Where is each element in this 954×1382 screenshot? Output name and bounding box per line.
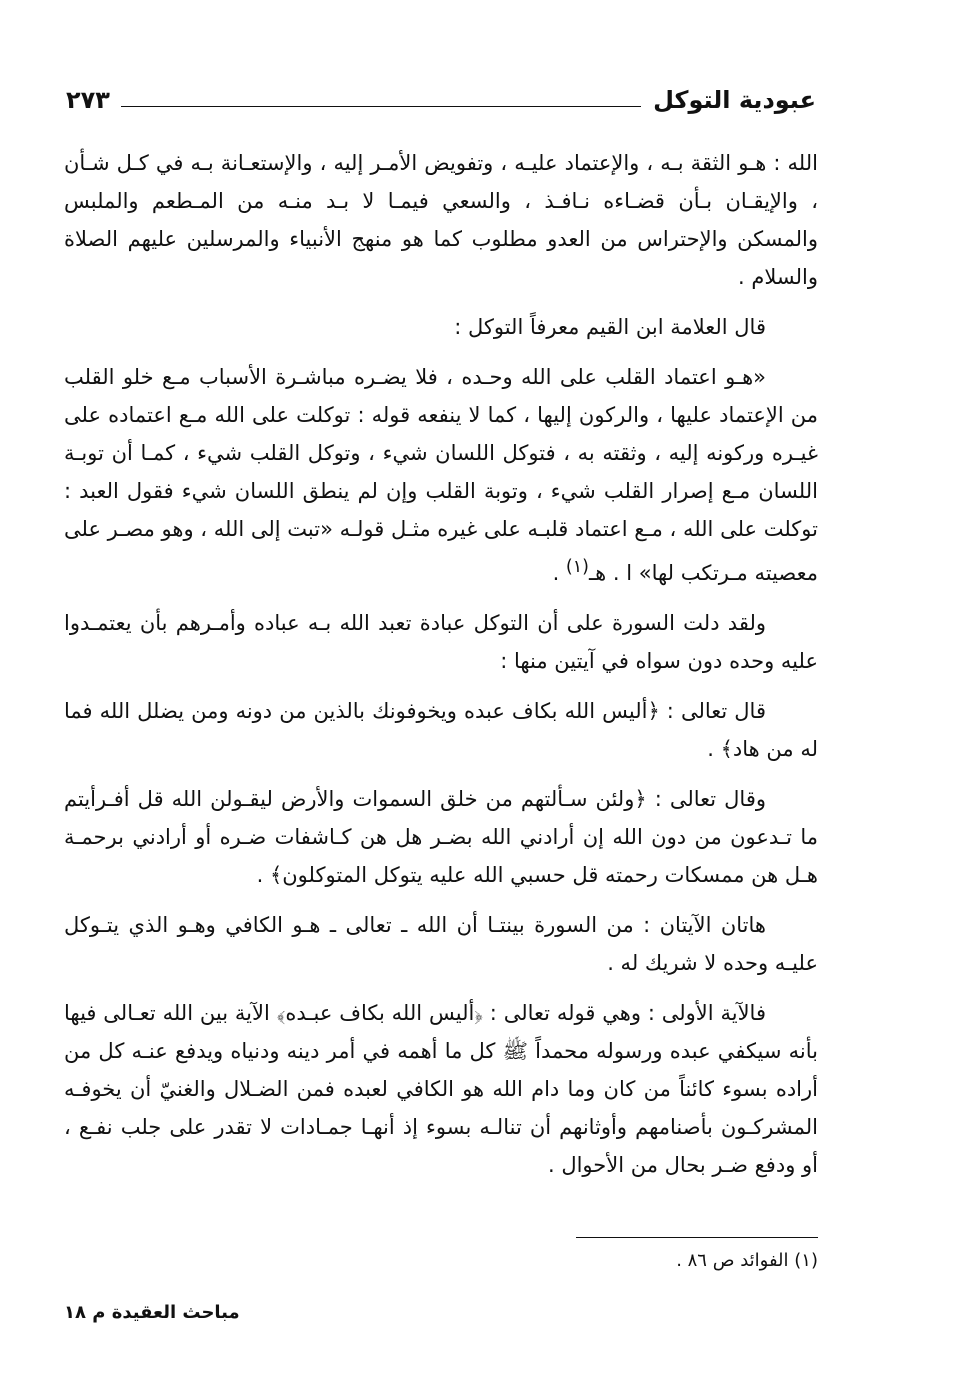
paragraph-2: قال العلامة ابن القيم معرفاً التوكل : [454,315,766,339]
paragraph-6: وقال تعالى : ﴿ولئن سـألتهم من خلق السموات والأرض ليقـولن الله قل أفـرأيتم ما تـدعون من دون الله إن أرادني الله بضـر هل هن كـاشفات ضـره أو أرادني برحمـة هـل هن ممسكات رحمته قل حسبي الله عليه يتوكل المتوكلون﴾ . [64,787,818,887]
quote-end-dot: . [552,561,566,585]
page-body [64,144,818,1196]
paragraph-4: ولقد دلت السورة على أن التوكل عبادة تعبد الله بـه عباده وأمـرهم بأن يعتمـدوا عليه وحده دون سواه في آيتين منها : [64,611,818,673]
signature-line: مباحث العقيدة م ١٨ [64,1302,240,1323]
paragraph-1: الله : هـو الثقة بـه ، والإعتماد عليـه ، وتفويض الأمـر إليه ، والإستعـانة بـه في كـل شـأن ، والإيقـان بـأن قضـاءه نـافـذ ، والسعي فيمـا لا بـد منـه من المـطعم والملبس والمسكن والإحتراس من العدو مطلوب كما هو منهج الأنبياء والمرسلين عليهم الصلاة والسلام . [64,151,818,289]
running-header [66,86,816,126]
paragraph-7: هاتان الآيتان : من السورة بينتـا أن الله ـ تعالى ـ هـو الكافي وهـو الذي يتـوكل عليـه وحده لا شريك له . [64,913,818,975]
page-number: ٢٧٣ [66,86,110,114]
paragraph-8: فالآية الأولى : وهي قوله تعالى : ﴿أليس الله بكاف عبـده﴾ الآية بين الله تعـالى فيها بأنه سيكفي عبده ورسوله محمداً ﷺ كل ما أهمه في أمر دينه ودنياه ويدفع عنـه كل من أراده بسوء كائناً من كان وما دام الله هو الكافي لعبده فمن الضـلال والغنيّ أن يخوفـه المشركـون بأصنامهم وأوثانهم أن تنالـه بسوء إذ أنهـا جمـادات لا تقدر على جلب نفـع ، أو ودفع ضـر بحال من الأحوال . [64,1001,818,1177]
quote-text: «هـو اعتماد القلب على الله وحـده ، فلا يضـره مباشـرة الأسباب مـع خلو القلب من الإعتماد عليها ، والركون إليها ، كما لا ينفعه قوله : توكلت على الله مـع اعتماده على غيـره وركونه إليه ، وثقته به ، فتوكل اللسان شيء ، وتوكل القلب شيء ، كمـا أن توبـة اللسان مـع إصرار القلب شيء ، وتوبة القلب وإن لم ينطق اللسان شيء فقول العبد : توكلت على الله ، مـع اعتماد قلبـه على غيره مثـل قولـه «تبت إلى الله ، وهو مصـر على معصيته مـرتكب لها» ا . هـ [64,365,818,585]
footnote-rule [576,1237,818,1238]
chapter-title: عبودية التوكل [653,86,816,114]
quote-paragraph [64,358,818,592]
header-rule [121,106,641,107]
paragraph-5: قال تعالى : ﴿أليس الله بكاف عبده ويخوفونك بالذين من دونه ومن يضلل الله فما له من هاد﴾ . [64,699,818,761]
footnote: (١) الفوائد ص ٨٦ . [676,1250,818,1271]
footnote-reference[interactable]: (١) [565,557,589,577]
